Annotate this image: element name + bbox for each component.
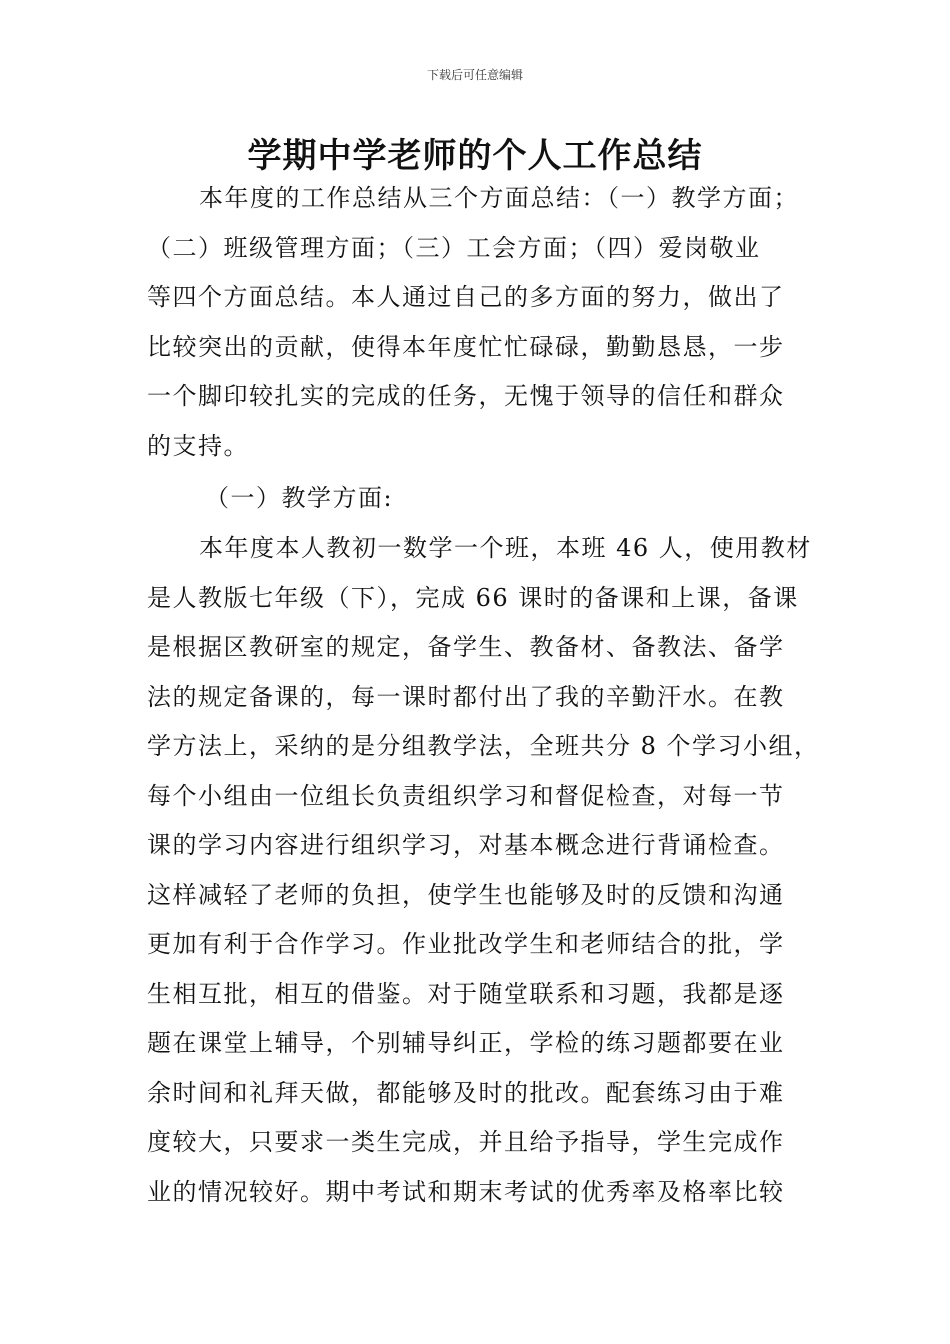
paragraph-line: 这样减轻了老师的负担，使学生也能够及时的反馈和沟通 (147, 880, 785, 909)
paragraph-line: 更加有利于合作学习。作业批改学生和老师结合的批，学 (147, 930, 785, 958)
paragraph-line: （二）班级管理方面；（三）工会方面；（四）爱岗敬业 (147, 233, 761, 262)
section-heading-teaching (147, 474, 827, 524)
paragraph-line: 的支持。 (147, 431, 249, 460)
paragraph-line: 生相互批，相互的借鉴。对于随堂联系和习题，我都是逐 (147, 979, 785, 1008)
paragraph-line: 一个脚印较扎实的完成的任务，无愧于领导的信任和群众 (147, 382, 785, 410)
paragraph-line: 比较突出的贡献，使得本年度忙忙碌碌，勤勤恳恳，一步 (147, 332, 785, 361)
paragraph-line: 每个小组由一位组长负责组织学习和督促检查，对每一节 (147, 781, 785, 810)
paragraph-line: 余时间和礼拜天做，都能够及时的批改。配套练习由于难 (147, 1078, 785, 1107)
paragraph-line: 业的情况较好。期中考试和期末考试的优秀率及格率比较 (147, 1177, 785, 1206)
paragraph-line: 是根据区教研室的规定，备学生、教备材、备教法、备学 (147, 633, 785, 661)
document-title: 学期中学老师的个人工作总结 (247, 136, 703, 176)
teaching-paragraph (147, 524, 827, 1217)
paragraph-line: 学方法上，采纳的是分组教学法，全班共分 8 个学习小组， (147, 732, 820, 760)
intro-paragraph (147, 174, 827, 471)
paragraph-line: 法的规定备课的，每一课时都付出了我的辛勤汗水。在教 (147, 682, 785, 711)
paragraph-line: 度较大，只要求一类生完成，并且给予指导，学生完成作 (147, 1128, 785, 1156)
paragraph-line: 本年度本人教初一数学一个班，本班 46 人，使用教材 (199, 534, 812, 562)
paragraph-line: 本年度的工作总结从三个方面总结：（一）教学方面； (199, 184, 799, 212)
page-header-note: 下载后可任意编辑 (426, 68, 523, 82)
section-heading-line: （一）教学方面: (205, 484, 394, 512)
paragraph-line: 课的学习内容进行组织学习，对基本概念进行背诵检查。 (147, 831, 785, 859)
paragraph-line: 是人教版七年级（下），完成 66 课时的备课和上课，备课 (147, 583, 799, 612)
paragraph-line: 题在课堂上辅导，个别辅导纠正，学检的练习题都要在业 (147, 1029, 785, 1057)
paragraph-line: 等四个方面总结。本人通过自己的多方面的努力，做出了 (147, 283, 785, 311)
